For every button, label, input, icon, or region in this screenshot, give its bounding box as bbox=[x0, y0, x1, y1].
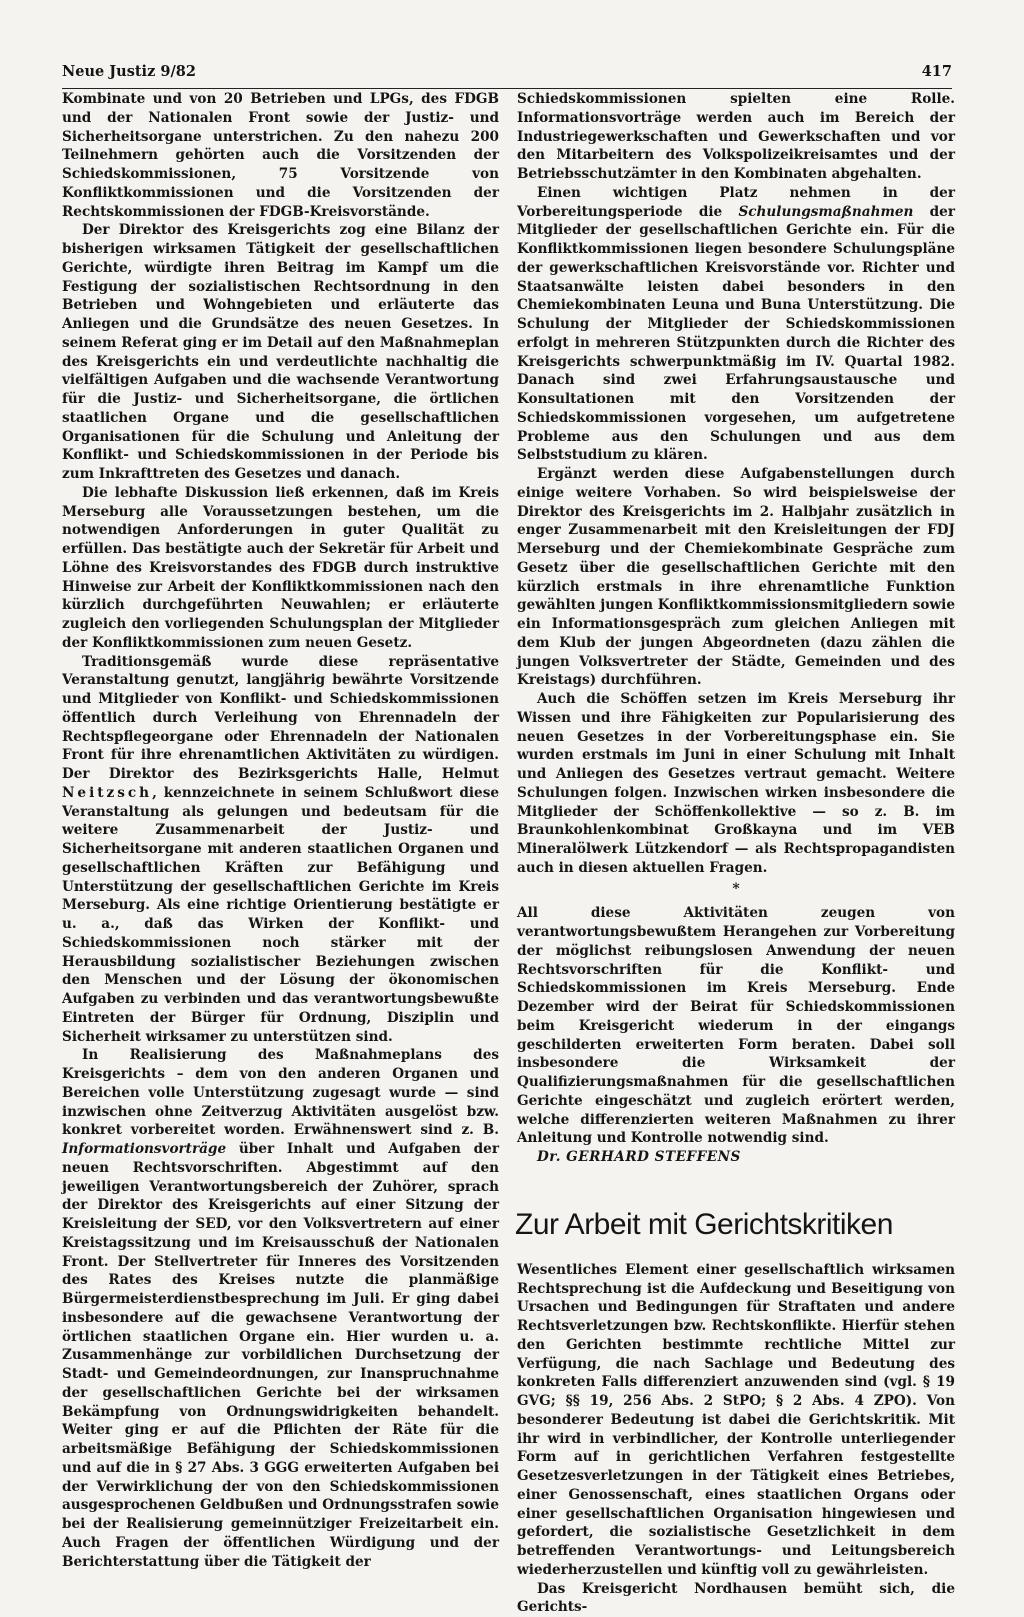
emphasis: Informationsvorträge bbox=[62, 1141, 226, 1157]
paragraph: Kombinate und von 20 Betrieben und LPGs, des FDGB und der Nationalen Front sowie der Justiz- und Sicherheitsorgane unterstrichen. Zu den nahezu 200 Teilnehmern gehörten auch die Vorsitzenden der Schiedskommissionen, 75 Vorsitzende von Konfliktkommissionen und die Vorsitzenden der Rechtskommissionen der FDGB-Kreisvorstände. bbox=[62, 90, 499, 221]
emphasis: Schulungsmaßnahmen bbox=[738, 204, 913, 220]
author-byline: Dr. GERHARD STEFFENS bbox=[517, 1148, 955, 1167]
person-name-spaced: Neitzsch bbox=[62, 785, 152, 801]
text-run: der Mitglieder der gesellschaftlichen Gerichte ein. Für die Konfliktkommissionen liegen besondere Schulungspläne der gewerkschaftlichen Kreisvorstände vor. Richter und Staatsanwälte leisten dabei besonders in den Chemiekombinaten Leuna und Buna Unterstützung. Die Schulung der Mitglieder der Schiedskommissionen erfolgt in mehreren Stützpunkten durch die Richter des Kreisgerichts schwerpunktmäßig im IV. Quartal 1982. Danach sind zwei Erfahrungsaustausche und Konsultationen mit den Vorsitzenden der Schiedskommissionen vorgesehen, um aufgetretene Probleme aus den Schulungen und aus dem Selbststudium zu klären. bbox=[517, 204, 955, 464]
paragraph bbox=[62, 653, 499, 1047]
paragraph: Ergänzt werden diese Aufgabenstellungen durch einige weitere Vorhaben. So wird beispielsweise der Direktor des Kreisgerichts im 2. Halbjahr zusätzlich in enger Zusammenarbeit mit den Kreisleitungen der FDJ Merseburg und der Chemiekombinate Gespräche zum Gesetz über die gesellschaftlichen Gerichte mit den kürzlich erstmals in ihre ehrenamtliche Funktion gewählten jungen Konfliktkommissionsmitgliedern sowie ein Informationsgespräch zum gleichen Anliegen mit dem Klub der jungen Abgeordneten (dazu zählen die jungen Volksvertreter der Städte, Gemeinden und des Kreistags) durchführen. bbox=[517, 465, 955, 690]
paragraph: All diese Aktivitäten zeugen von verantwortungsbewußtem Herangehen zur Vorbereitung der möglichst reibungslosen Anwendung der neuen Rechtsvorschriften für die Konflikt- und Schiedskommissionen im Kreis Merseburg. Ende Dezember wird der Beirat für Schiedskommissionen beim Kreisgericht wiederum in der eingangs geschilderten erweiterten Form beraten. Dabei soll insbesondere die Wirksamkeit der Qualifizierungsmaßnahmen für die gesellschaftlichen Gerichte eingeschätzt und zugleich erörtert werden, welche differenzierten weiteren Maßnahmen zu ihrer Anleitung und Kontrolle notwendig sind. bbox=[517, 904, 955, 1148]
right-column bbox=[517, 90, 955, 1617]
paragraph bbox=[62, 1046, 499, 1571]
left-column bbox=[62, 90, 499, 1571]
paragraph: Schiedskommissionen spielten eine Rolle. Informationsvorträge werden auch im Bereich der Industriegewerkschaften und Gewerkschaften und vor den Mitarbeitern des Volkspolizeikreisamtes und der Betriebsschutzämter in den Kombinaten abgehalten. bbox=[517, 90, 955, 184]
paragraph: Der Direktor des Kreisgerichts zog eine Bilanz der bisherigen wirksamen Tätigkeit der gesellschaftlichen Gerichte, würdigte ihren Beitrag im Kampf um die Festigung der sozialistischen Rechtsordnung in den Betrieben und Wohngebieten und erläuterte das Anliegen und die Grundsätze des neuen Gesetzes. In seinem Referat ging er im Detail auf den Maßnahmeplan des Kreisgerichts ein und verdeutlichte nachhaltig die vielfältigen Aufgaben und die wachsende Verantwortung für die Justiz- und Sicherheitsorgane, die örtlichen staatlichen Organe und die gesellschaftlichen Organisationen für die Schulung und Anleitung der Konflikt- und Schiedskommissionen in der Periode bis zum Inkrafttreten des Gesetzes und danach. bbox=[62, 221, 499, 484]
paragraph: Auch die Schöffen setzen im Kreis Merseburg ihr Wissen und ihre Fähigkeiten zur Popularisierung des neuen Gesetzes in der Vorbereitungsphase ein. Sie wurden erstmals im Juni in einer Schulung mit Inhalt und Anliegen des Gesetzes vertraut gemacht. Weitere Schulungen folgen. Inzwischen wirken insbesondere die Mitglieder der Schöffenkollektive — so z. B. im Braunkohlenkombinat Großkayna und im VEB Mineralölwerk Lützkendorf — als Rechtspropagandisten auch in diesen aktuellen Fragen. bbox=[517, 690, 955, 878]
journal-issue: Neue Justiz 9/82 bbox=[62, 63, 196, 80]
text-run: über Inhalt und Aufgaben der neuen Rechtsvorschriften. Abgestimmt auf den jeweiligen Verantwortungsbereich der Zuhörer, sprach der Direktor des Kreisgerichts auf einer Sitzung der Kreisleitung der SED, vor den Volksvertretern auf einer Kreistagssitzung und im Kreisausschuß der Nationalen Front. Der Stellvertreter für Inneres des Vorsitzenden des Rates des Kreises nutzte die planmäßige Bürgermeisterdienstbesprechung im Juli. Er ging dabei insbesondere auf die gewachsene Verantwortung der örtlichen staatlichen Organe ein. Hier wurden u. a. Zusammenhänge zur vorbildlichen Durchsetzung der Stadt- und Gemeindeordnungen, zur Inanspruchnahme der gesellschaftlichen Gerichte bei der wirksamen Bekämpfung von Ordnungswidrigkeiten behandelt. Weiter ging er auf die Pflichten der Räte für die arbeitsmäßige Befähigung der Schiedskommissionen und auf die in § 27 Abs. 3 GGG erweiterten Aufgaben bei der Verwirklichung der von den Schiedskommissionen ausgesprochenen Geldbußen und Ordnungsstrafen sowie bei der Realisierung gemeinnütziger Freizeitarbeit ein. Auch Fragen der öffentlichen Würdigung und der Berichterstattung über die Tätigkeit der bbox=[62, 1141, 499, 1570]
article-headline: Zur Arbeit mit Gerichtskritiken bbox=[515, 1207, 955, 1243]
paragraph bbox=[517, 184, 955, 465]
page-number: 417 bbox=[922, 63, 952, 80]
text-run: Einen wichtigen Platz nehmen in der Vorbereitungsperiode die bbox=[517, 185, 955, 220]
text-run: , kennzeichnete in seinem Schlußwort diese Veranstaltung als gelungen und bedeutsam für die weitere Zusammenarbeit der Justiz- und Sicherheitsorgane mit anderen staatlichen Organen und gesellschaftlichen Kräften zur Befähigung und Unterstützung der gesellschaftlichen Gerichte im Kreis Merseburg. Als eine richtige Orientierung bestätigte er u. a., daß das Wirken der Konflikt- und Schiedskommissionen noch stärker mit der Herausbildung sozialistischer Beziehungen zwischen den Menschen und der Lösung der ökonomischen Aufgaben zu verbinden und das verantwortungsbewußte Eintreten der Bürger für Ordnung, Disziplin und Sicherheit wirksamer zu unterstützen sind. bbox=[62, 785, 499, 1045]
text-run: In Realisierung des Maßnahmeplans des Kreisgerichts – dem von den anderen Organen und Bereichen volle Unterstützung zugesagt wurde — sind inzwischen ohne Zeitverzug Aktivitäten ausgelöst bzw. konkret vorbereitet worden. Erwähnenswert sind z. B. bbox=[62, 1047, 499, 1138]
paragraph: Das Kreisgericht Nordhausen bemüht sich, die Gerichts- bbox=[517, 1580, 955, 1617]
section-separator: * bbox=[517, 880, 955, 899]
paragraph: Wesentliches Element einer gesellschaftlich wirksamen Rechtsprechung ist die Aufdeckung und Beseitigung von Ursachen und Bedingungen für Straftaten und andere Rechtsverletzungen bzw. Rechtskonflikte. Hierfür stehen den Gerichten bestimmte rechtliche Mittel zur Verfügung, die nach Sachlage und Bedeutung des konkreten Falls differenziert anzuwenden sind (vgl. § 19 GVG; §§ 19, 256 Abs. 2 StPO; § 2 Abs. 4 ZPO). Von besonderer Bedeutung ist dabei die Gerichtskritik. Mit ihr wird in verbindlicher, der Kontrolle unterliegender Form auf in gerichtlichen Verfahren festgestellte Gesetzesverletzungen in der Tätigkeit eines Betriebes, einer Genossenschaft, eines staatlichen Organs oder einer gesellschaftlichen Organisation hingewiesen und gefordert, die sozialistische Gesetzlichkeit in dem betreffenden Verantwortungs- und Leitungsbereich wiederherzustellen und künftig voll zu gewährleisten. bbox=[517, 1261, 955, 1580]
paragraph: Die lebhafte Diskussion ließ erkennen, daß im Kreis Merseburg alle Voraussetzungen bestehen, um die notwendigen Anforderungen in guter Qualität zu erfüllen. Das bestätigte auch der Sekretär für Arbeit und Löhne des Kreisvorstandes des FDGB durch instruktive Hinweise zur Arbeit der Konfliktkommissionen nach den kürzlich durchgeführten Neuwahlen; er erläuterte zugleich den vorliegenden Schulungsplan der Mitglieder der Konfliktkommissionen zum neuen Gesetz. bbox=[62, 484, 499, 653]
text-run: Traditionsgemäß wurde diese repräsentative Veranstaltung genutzt, langjährig bewährte Vorsitzende und Mitglieder von Konflikt- und Schiedskommissionen öffentlich durch Verleihung von Ehrennadeln der Rechtspflegeorgane oder Ehrennadeln der Nationalen Front für ihre ehrenamtlichen Aktivitäten zu würdigen. Der Direktor des Bezirksgerichts Halle, Helmut bbox=[62, 654, 499, 783]
page-header bbox=[62, 50, 952, 89]
